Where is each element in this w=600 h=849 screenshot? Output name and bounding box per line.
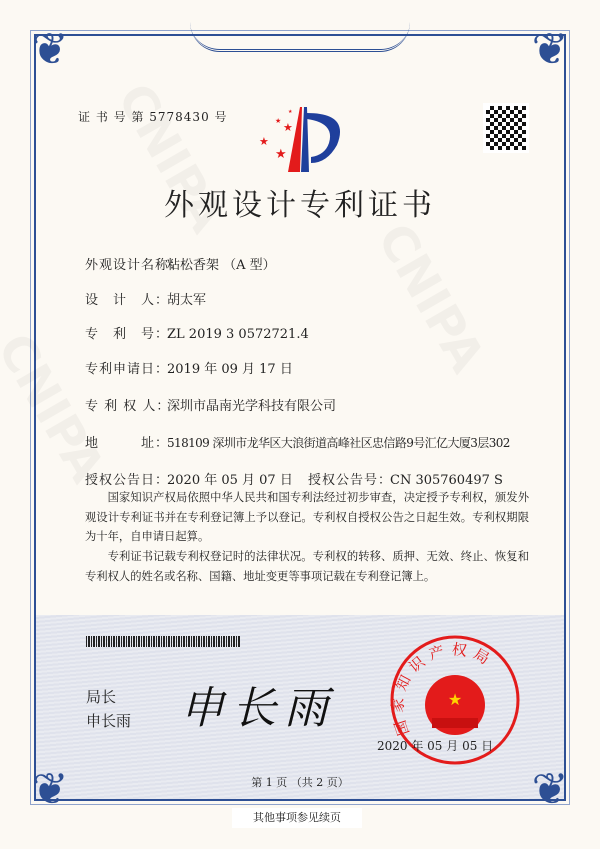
field-label: 授权公告日： <box>85 473 170 488</box>
field-value: 518109 深圳市龙华区大浪街道高峰社区忠信路9号汇亿大厦3层302 <box>167 436 510 450</box>
field-value: ZL 2019 3 0572721.4 <box>167 327 309 342</box>
field-grant-date <box>85 469 293 488</box>
field-label: 设 计 人： <box>85 293 170 308</box>
field-value: CN 305760497 S <box>390 473 503 488</box>
field-design-name <box>85 254 276 273</box>
field-value: 2020 年 05 月 07 日 <box>167 473 293 488</box>
svg-text:★: ★ <box>288 109 293 115</box>
field-value: 深圳市晶南光学科技有限公司 <box>167 399 337 414</box>
field-label: 授权公告号： <box>308 473 393 488</box>
barcode <box>86 636 240 647</box>
field-announcement-number <box>308 469 503 488</box>
field-value: 2019 年 09 月 17 日 <box>167 362 293 377</box>
certificate-number: 证 书 号 第 5778430 号 <box>78 110 228 124</box>
svg-text:★: ★ <box>275 117 282 125</box>
seal-text: 国家知识产权局 <box>388 640 498 738</box>
corner-ornament: ❦ <box>31 764 69 815</box>
svg-text:★: ★ <box>259 135 269 148</box>
svg-text:★: ★ <box>275 147 287 162</box>
corner-ornament: ❦ <box>31 24 69 75</box>
handwritten-signature: 申长雨 <box>180 683 336 734</box>
field-value: 粘松香架 （A 型） <box>167 258 276 273</box>
svg-text:★: ★ <box>283 121 293 134</box>
field-label: 专 利 号： <box>85 327 170 342</box>
legal-paragraph: 专利证书记载专利权登记时的法律状况。专利权的转移、质押、无效、终止、恢复和专利权人的姓名或名称、国籍、地址变更等事项记载在专利登记簿上。 <box>85 550 529 583</box>
continuation-note: 其他事项参见续页 <box>232 808 362 828</box>
page-number: 第 1 页 （共 2 页） <box>251 776 349 789</box>
signatory-name: 申长雨 <box>86 712 132 730</box>
top-ornament <box>190 22 410 52</box>
seal-date: 2020 年 05 月 05 日 <box>377 739 494 753</box>
field-patentee <box>85 395 336 414</box>
corner-ornament: ❦ <box>531 24 569 75</box>
field-address <box>85 432 510 451</box>
field-label: 外观设计名称： <box>85 258 184 273</box>
field-patent-number <box>85 323 309 342</box>
field-application-date <box>85 358 293 377</box>
field-designer <box>85 289 206 308</box>
field-label: 专 利 权 人： <box>85 399 171 414</box>
signatory-title: 局长 <box>86 688 117 706</box>
cnipa-logo <box>255 105 350 175</box>
qr-code <box>483 103 529 153</box>
corner-ornament: ❦ <box>531 764 569 815</box>
svg-text:★: ★ <box>447 690 463 709</box>
document-title: 外观设计专利证书 <box>164 188 436 223</box>
field-label: 专利申请日： <box>85 362 170 377</box>
field-label: 地 址： <box>85 436 170 451</box>
field-value: 胡太军 <box>167 293 207 308</box>
legal-paragraph: 国家知识产权局依照中华人民共和国专利法经过初步审查，决定授予专利权，颁发外观设计专利证书并在专利登记簿上予以登记。专利权自授权公告之日起生效。专利权期限为十年，自申请日起算。 <box>85 491 529 543</box>
